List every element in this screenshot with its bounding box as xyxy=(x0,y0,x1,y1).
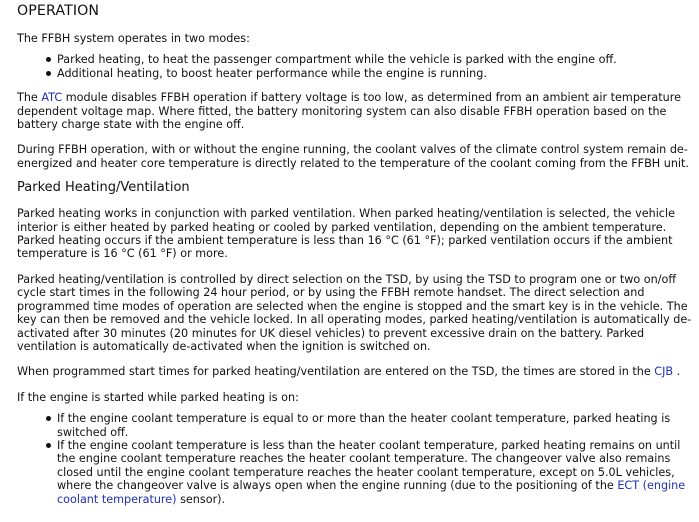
ect-link[interactable]: ECT (engine coolant temperature) xyxy=(57,479,686,506)
engine-list xyxy=(17,412,695,506)
list-item: If the engine coolant temperature is equal to or more than the heater coolant temperature, parked heating is switched off. xyxy=(57,412,695,439)
cjb-text-pre: When programmed start times for parked heating/ventilation are entered on the TSD, the times are stored in the xyxy=(17,365,655,379)
section-heading: Parked Heating/Ventilation xyxy=(17,180,190,196)
atc-link[interactable]: ATC xyxy=(41,91,63,105)
cjb-text-post: . xyxy=(673,365,681,379)
atc-paragraph xyxy=(17,91,695,131)
atc-text-post: module disables FFBH operation if battery voltage is too low, as determined from an ambient air temperature dependent voltage map. Where fitted, the battery monitoring system can also disable FFBH operation based on the battery charge state with the engine off. xyxy=(17,91,681,132)
list-item: Additional heating, to boost heater performance while the engine is running. xyxy=(57,67,695,80)
parked-paragraph: Parked heating works in conjunction with parked ventilation. When parked heating/ventilation is selected, the vehicle interior is either heated by parked heating or cooled by parked ventilation, depending on the ambient temperature. Parked heating occurs if the ambient temperature is less than 16 °C (61 °F); parked ventilation occurs if the ambient temperature is 16 °C (61 °F) or more. xyxy=(17,207,675,261)
intro-paragraph: The FFBH system operates in two modes: xyxy=(17,32,250,45)
list-item xyxy=(57,439,695,506)
cjb-paragraph xyxy=(17,365,695,378)
page-title: OPERATION xyxy=(17,3,100,19)
engine-intro-paragraph: If the engine is started while parked heating is on: xyxy=(17,390,299,404)
atc-text-pre: The xyxy=(17,91,42,105)
list-item: Parked heating, to heat the passenger compartment while the vehicle is parked with the engine off. xyxy=(57,53,695,66)
engine-item-text-pre: If the engine coolant temperature is less than the heater coolant temperature, parked heating remains on until the engine coolant temperature reaches the heater coolant temperature. The changeover valve also remains closed until the engine coolant temperature reaches the heater coolant temperature, except on 5.0L vehicles, where the changeover valve is always open when the engine running (due to the positioning of the xyxy=(57,438,681,493)
control-paragraph: Parked heating/ventilation is controlled by direct selection on the TSD, by using the TSD to program one or two on/off cycle start times in the following 24 hour period, or by using the FFBH remote handset. The direct selection and programmed time modes of operation are selected when the engine is stopped and the smart key is in the vehicle. The key can then be removed and the vehicle locked. In all operating modes, parked heating/ventilation is automatically de-activated after 30 minutes (20 minutes for UK diesel vehicles) to prevent excessive drain on the battery. Parked ventilation is automatically de-activated when the ignition is switched on. xyxy=(17,272,692,353)
coolant-paragraph: During FFBH operation, with or without the engine running, the coolant valves of the climate control system remain de-energized and heater core temperature is directly related to the temperature of the coolant coming from the FFBH unit. xyxy=(17,143,689,170)
engine-item-text-post: sensor). xyxy=(176,492,226,506)
cjb-link[interactable]: CJB xyxy=(654,365,674,379)
modes-list xyxy=(17,53,695,80)
